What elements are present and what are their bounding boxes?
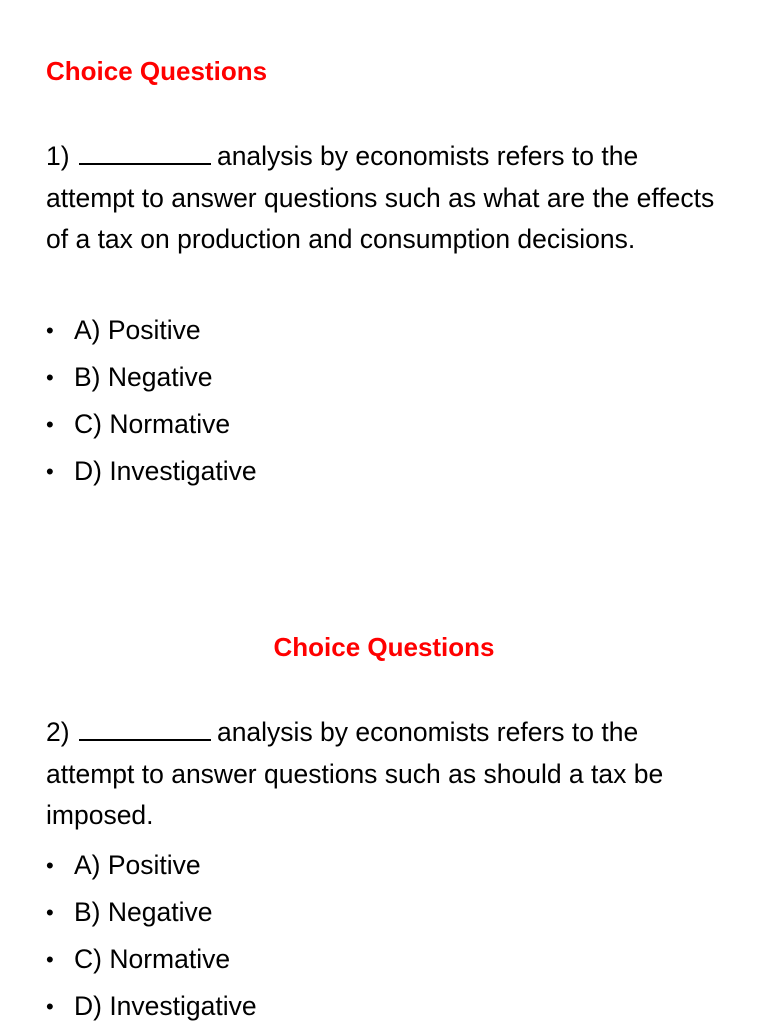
slide-2 (0, 576, 768, 1024)
option-label: C) Normative (74, 409, 231, 439)
question-text: analysis by economists refers to the attempt to answer questions such as should a tax be imposed. (46, 717, 664, 830)
option-label: B) Negative (74, 362, 213, 392)
option-list (46, 842, 257, 1030)
question-number: 1) (46, 141, 70, 171)
option-label: D) Investigative (74, 456, 257, 486)
option-list (46, 307, 257, 495)
bullet-icon: • (46, 459, 54, 484)
slide-heading: Choice Questions (46, 56, 268, 86)
question-number: 2) (46, 717, 70, 747)
bullet-icon: • (46, 318, 54, 343)
bullet-icon: • (46, 900, 54, 925)
answer-blank (79, 715, 211, 741)
option-label: B) Negative (74, 897, 213, 927)
question-2 (46, 712, 726, 837)
bullet-icon: • (46, 947, 54, 972)
option-d (46, 983, 257, 1030)
bullet-icon: • (46, 994, 54, 1019)
question-1 (46, 136, 726, 261)
option-a (46, 307, 257, 354)
option-c (46, 936, 257, 983)
option-label: A) Positive (74, 850, 201, 880)
option-c (46, 401, 257, 448)
question-text: analysis by economists refers to the attempt to answer questions such as what are the effects of a tax on production and consumption decisions. (46, 141, 715, 254)
option-label: D) Investigative (74, 991, 257, 1021)
bullet-icon: • (46, 853, 54, 878)
option-d (46, 448, 257, 495)
option-a (46, 842, 257, 889)
bullet-icon: • (46, 412, 54, 437)
bullet-icon: • (46, 365, 54, 390)
option-b (46, 889, 257, 936)
answer-blank (79, 139, 211, 165)
option-b (46, 354, 257, 401)
option-label: C) Normative (74, 944, 231, 974)
option-label: A) Positive (74, 315, 201, 345)
slide-heading: Choice Questions (273, 632, 495, 662)
